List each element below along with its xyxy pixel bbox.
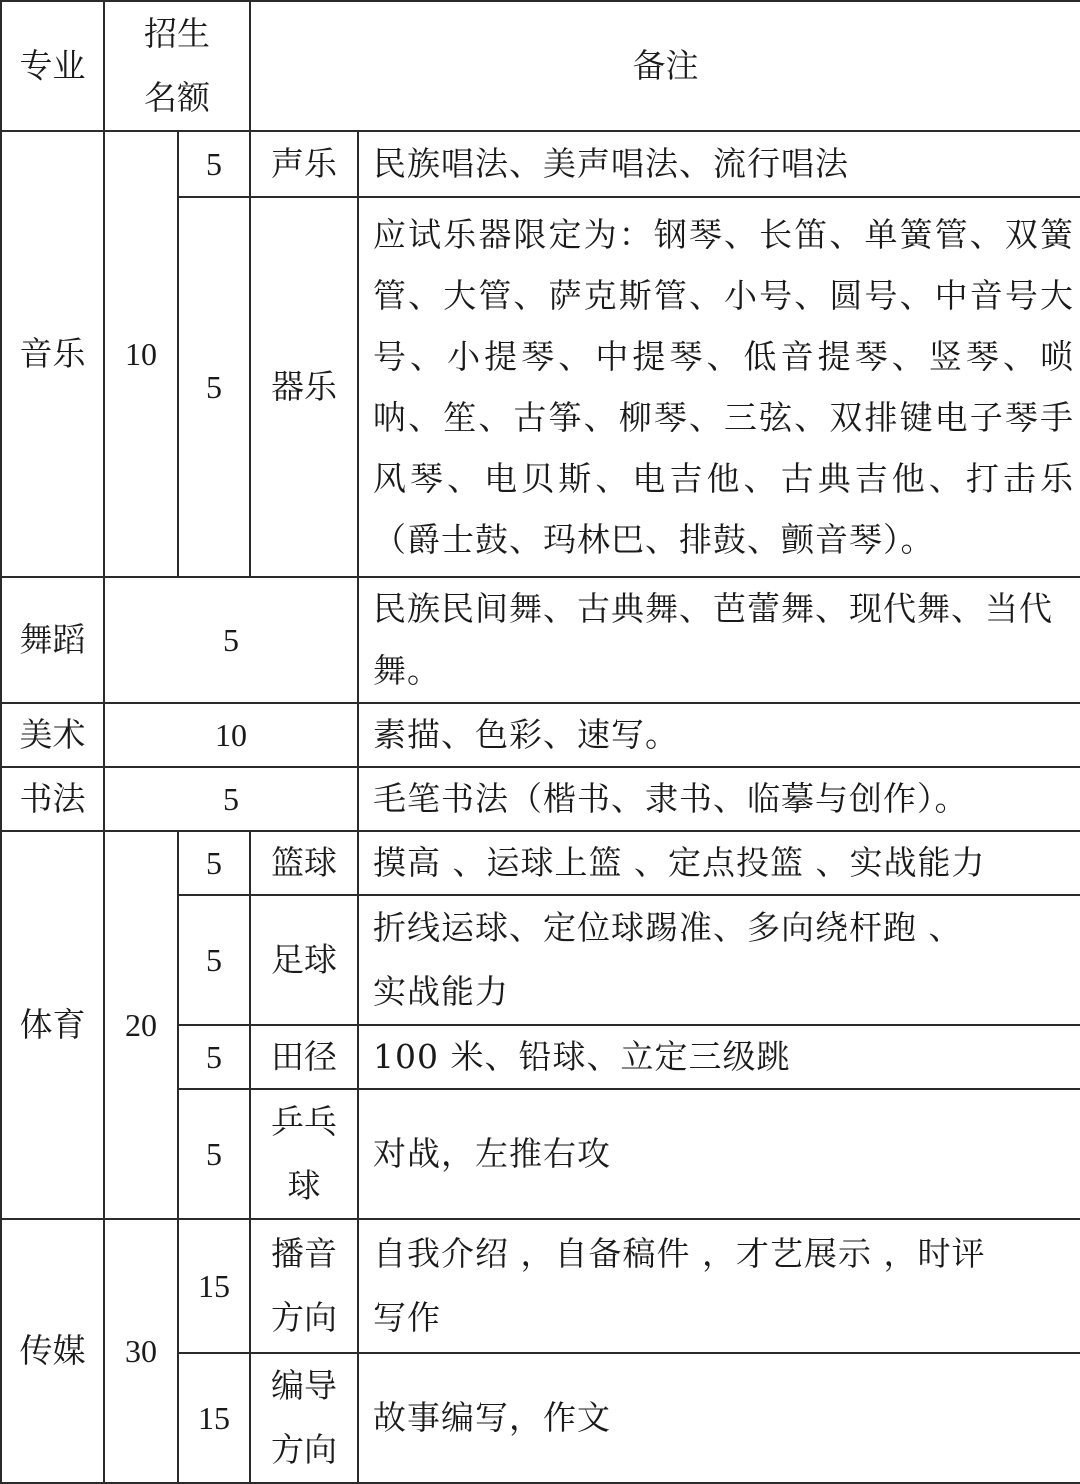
table-row bbox=[1, 131, 1080, 197]
note-instrument: 应试乐器限定为：钢琴、长笛、单簧管、双簧管、大管、萨克斯管、小号、圆号、中音号大号、小提琴、中提琴、低音提琴、竖琴、唢呐、笙、古筝、柳琴、三弦、双排键电子琴手风琴、电贝斯、电吉他、古典吉他、打击乐（爵士鼓、玛林巴、排鼓、颤音琴）。 bbox=[358, 197, 1080, 577]
sub-name-directing-line1: 编导 bbox=[271, 1366, 337, 1405]
header-remarks: 备注 bbox=[250, 1, 1080, 131]
sub-count-vocal: 5 bbox=[178, 131, 250, 197]
sub-name-football: 足球 bbox=[250, 895, 358, 1025]
note-vocal: 民族唱法、美声唱法、流行唱法 bbox=[358, 131, 1080, 197]
header-quota-line1: 招生 bbox=[144, 14, 210, 53]
sub-count-broadcast: 15 bbox=[178, 1219, 250, 1353]
quota-sports: 20 bbox=[104, 831, 178, 1219]
sub-name-instrument: 器乐 bbox=[250, 197, 358, 577]
note-football-line1: 折线运球、定位球踢准、多向绕杆跑 、 bbox=[373, 908, 963, 947]
sub-count-directing: 15 bbox=[178, 1353, 250, 1483]
major-sports: 体育 bbox=[1, 831, 104, 1219]
major-music: 音乐 bbox=[1, 131, 104, 577]
sub-name-directing-line2: 方向 bbox=[271, 1430, 337, 1469]
quota-media: 30 bbox=[104, 1219, 178, 1483]
note-dance: 民族民间舞、古典舞、芭蕾舞、现代舞、当代舞。 bbox=[358, 577, 1080, 703]
note-broadcast-line2: 写作 bbox=[373, 1298, 441, 1337]
quota-calligraphy: 5 bbox=[104, 767, 358, 831]
table-row bbox=[1, 831, 1080, 895]
sub-count-pingpong: 5 bbox=[178, 1089, 250, 1219]
sub-name-basketball: 篮球 bbox=[250, 831, 358, 895]
major-calligraphy: 书法 bbox=[1, 767, 104, 831]
table-row bbox=[1, 577, 1080, 703]
header-quota-line2: 名额 bbox=[144, 78, 210, 117]
sub-name-vocal: 声乐 bbox=[250, 131, 358, 197]
sub-name-pingpong-line2: 球 bbox=[287, 1166, 321, 1205]
sub-name-broadcast-line1: 播音 bbox=[271, 1234, 337, 1273]
header-quota bbox=[104, 1, 250, 131]
note-football-line2: 实战能力 bbox=[373, 972, 509, 1011]
note-pingpong: 对战，左推右攻 bbox=[358, 1089, 1080, 1219]
sub-count-basketball: 5 bbox=[178, 831, 250, 895]
table-row bbox=[1, 767, 1080, 831]
major-media: 传媒 bbox=[1, 1219, 104, 1483]
table-row bbox=[1, 703, 1080, 767]
note-art: 素描、色彩、速写。 bbox=[358, 703, 1080, 767]
sub-name-directing bbox=[250, 1353, 358, 1483]
note-track: 100 米、铅球、立定三级跳 bbox=[358, 1025, 1080, 1089]
major-art: 美术 bbox=[1, 703, 104, 767]
note-football bbox=[358, 895, 1080, 1025]
sub-name-pingpong-line1: 乒乓 bbox=[271, 1102, 337, 1141]
note-broadcast bbox=[358, 1219, 1080, 1353]
header-major: 专业 bbox=[1, 1, 104, 131]
major-dance: 舞蹈 bbox=[1, 577, 104, 703]
table-row bbox=[1, 1219, 1080, 1353]
note-broadcast-line1: 自我介绍 ，自备稿件 ，才艺展示 ，时评 bbox=[373, 1234, 986, 1273]
sub-count-track: 5 bbox=[178, 1025, 250, 1089]
quota-dance: 5 bbox=[104, 577, 358, 703]
quota-music: 10 bbox=[104, 131, 178, 577]
sub-count-football: 5 bbox=[178, 895, 250, 1025]
note-calligraphy: 毛笔书法（楷书、隶书、临摹与创作）。 bbox=[358, 767, 1080, 831]
quota-art: 10 bbox=[104, 703, 358, 767]
sub-name-broadcast-line2: 方向 bbox=[271, 1298, 337, 1337]
note-basketball: 摸高 、运球上篮 、定点投篮 、实战能力 bbox=[358, 831, 1080, 895]
sub-name-pingpong bbox=[250, 1089, 358, 1219]
sub-name-track: 田径 bbox=[250, 1025, 358, 1089]
sub-name-broadcast bbox=[250, 1219, 358, 1353]
note-directing: 故事编写，作文 bbox=[358, 1353, 1080, 1483]
header-row bbox=[1, 1, 1080, 131]
sub-count-instrument: 5 bbox=[178, 197, 250, 577]
